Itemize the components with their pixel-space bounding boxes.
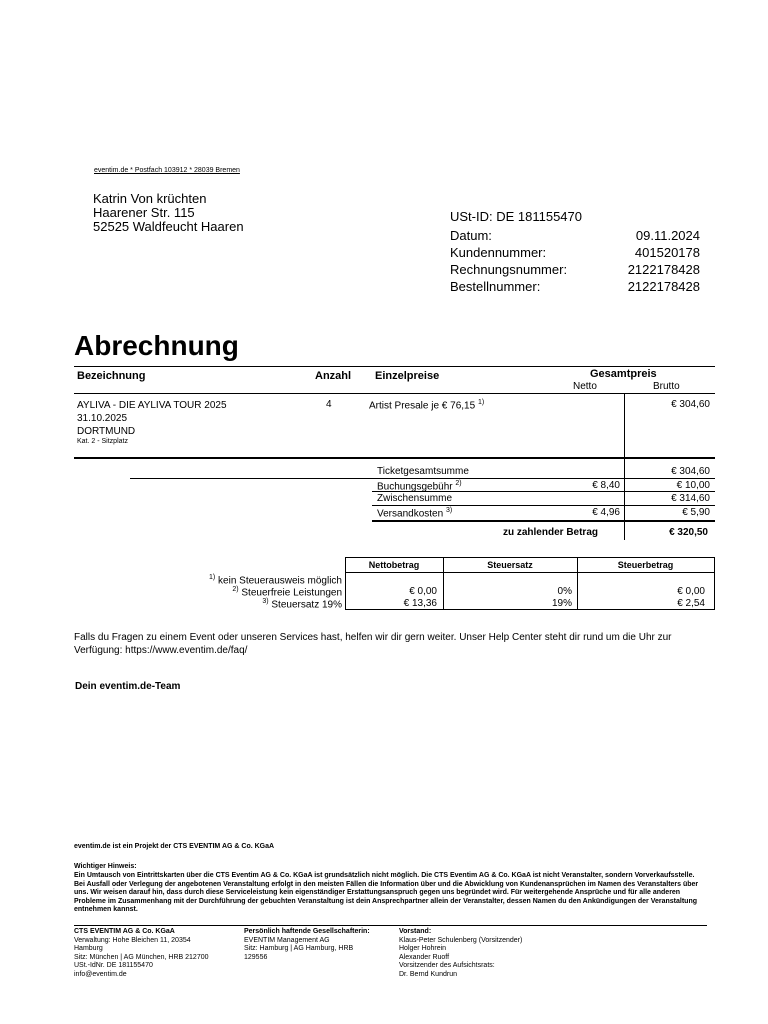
recipient-street: Haarener Str. 115 (93, 205, 195, 220)
tax-label: Steuerfreie Leistungen (241, 587, 342, 599)
header-brutto: Brutto (653, 381, 680, 392)
total-label-zwischensumme: Zwischensumme (377, 493, 453, 504)
tax-bottom-rule (345, 609, 715, 610)
item-quantity: 4 (326, 399, 332, 410)
tax-header-netto: Nettobetrag (368, 560, 420, 570)
tax-row-label-1 (140, 574, 342, 586)
tax-satz-2: 0% (557, 586, 572, 597)
ust-id (450, 208, 700, 225)
table-top-rule (74, 366, 715, 367)
meta-label: Datum: (450, 228, 492, 243)
footer-hint-title: Wichtiger Hinweis: (74, 863, 137, 870)
meta-row-bestellnummer (450, 278, 700, 295)
item-description (77, 399, 227, 446)
tax-steuer-2: € 0,00 (677, 586, 705, 597)
grand-total-label: zu zahlender Betrag (502, 527, 598, 538)
grand-total-value: € 320,50 (669, 527, 708, 538)
table-col-divider (624, 393, 625, 540)
item-unit-price-text: Artist Presale je € 76,15 (369, 400, 476, 412)
total-brutto-zwischensumme: € 314,60 (671, 493, 710, 504)
tax-netto-2: € 0,00 (409, 586, 437, 597)
meta-row-rechnungsnummer (450, 261, 700, 278)
footer-line: USt.-IdNr. DE 181155470 (74, 962, 153, 970)
recipient-name: Katrin Von krüchten (93, 191, 207, 206)
totals-rule-4 (372, 520, 715, 522)
footer-col-company (74, 928, 209, 980)
tax-header-steuer: Steuerbetrag (617, 560, 674, 570)
meta-row-datum (450, 227, 700, 244)
page-title: Abrechnung (74, 330, 239, 361)
meta-value: 401520178 (634, 245, 700, 260)
tax-note: 3) (262, 598, 269, 605)
meta-label: Bestellnummer: (450, 279, 541, 294)
invoice-meta (450, 208, 700, 295)
sender-line: eventim.de * Postfach 103912 * 28039 Bremen (94, 167, 240, 174)
tax-header-satz: Steuersatz (487, 560, 533, 570)
tax-label: Steuersatz 19% (271, 599, 342, 611)
total-netto-buchungsgebuehr: € 8,40 (592, 480, 620, 491)
item-date: 31.10.2025 (77, 413, 128, 424)
footer-col-title: CTS EVENTIM AG & Co. KGaA (74, 928, 175, 935)
footer-line: Sitz: Hamburg | AG Hamburg, HRB (244, 945, 354, 953)
header-anzahl: Anzahl (315, 370, 352, 382)
tax-row-label-3 (140, 598, 342, 610)
footer-line: Dr. Bernd Kundrun (399, 970, 457, 978)
header-netto: Netto (573, 381, 597, 392)
tax-header-rule (345, 572, 715, 573)
total-note: 3) (445, 507, 453, 514)
meta-label: Kundennummer: (450, 245, 547, 260)
tax-steuer-3: € 2,54 (677, 598, 705, 609)
footer-col-partner (244, 928, 370, 962)
item-unit-price (369, 399, 484, 411)
footer-line: Alexander Ruoff (399, 953, 450, 961)
meta-value: 2122178428 (627, 262, 700, 277)
footer-hint-text: Ein Umtausch von Eintrittskarten über die CTS Eventim AG & Co. KGaA ist grundsätzlich nicht möglich. Die CTS Eventim AG & Co. KGaA ist nicht Veranstalter, sondern Vorverkaufsstelle. Bei Ausfall oder Verlegung der angebotenen Veranstaltung erfolgt in den meisten Fällen die Information über und die Abwicklung von Kundenansprüchen im Namen des Veranstalters über uns. Wir weisen darauf hin, dass durch diese Serviceleistung kein eigenständiger Erstattungsanspruch gegen uns begründet wird. Für weitergehende Ansprüche und für alle anderen Probleme im Zusammenhang mit der Durchführung der gebuchten Veranstaltung ist dein Ansprechpartner allein der Veranstalter, dessen Namen du den Ankündigungen der Veranstaltung entnehmen kannst. (74, 872, 699, 914)
table-header-rule (74, 393, 715, 394)
meta-value: 09.11.2024 (635, 228, 700, 243)
meta-label: Rechnungsnummer: (450, 262, 568, 277)
item-unit-price-note: 1) (477, 399, 485, 406)
footer-line: Holger Hohrein (399, 945, 447, 953)
help-text: Falls du Fragen zu einem Event oder unseren Services hast, helfen wir dir gern weiter. Unser Help Center steht dir rund um die Uhr zur Verfügung: https://www.eventim.de/faq/ (74, 632, 672, 656)
tax-top-rule (345, 557, 715, 558)
totals-rule-3 (372, 505, 715, 506)
tax-netto-3: € 13,36 (403, 598, 437, 609)
footer-col-title: Vorstand: (399, 928, 432, 935)
footer-line: EVENTIM Management AG (244, 936, 330, 944)
item-city: DORTMUND (77, 426, 136, 437)
total-brutto-buchungsgebuehr: € 10,00 (676, 480, 710, 491)
tax-row-label-2 (140, 586, 342, 598)
total-note: 2) (455, 480, 462, 487)
tax-note: 1) (209, 574, 216, 581)
tax-note: 2) (232, 586, 239, 593)
total-brutto-ticketsumme: € 304,60 (671, 466, 710, 477)
item-title: AYLIVA - DIE AYLIVA TOUR 2025 (77, 400, 227, 411)
total-label-buchungsgebuehr (377, 480, 462, 492)
footer-line: Vorsitzender des Aufsichtsrats: (399, 962, 495, 970)
footer-col-board (399, 928, 522, 980)
signoff: Dein eventim.de-Team (75, 681, 181, 692)
total-label-ticketsumme: Ticketgesamtsumme (377, 466, 469, 477)
header-bezeichnung: Bezeichnung (77, 370, 146, 382)
total-label-versandkosten (377, 507, 452, 519)
meta-row-kundennummer (450, 244, 700, 261)
table-body-rule (74, 457, 715, 459)
header-gesamtpreis: Gesamtpreis (590, 368, 657, 380)
footer-line: info@eventim.de (74, 970, 127, 978)
footer-project: eventim.de ist ein Projekt der CTS EVENTIM AG & Co. KGaA (74, 843, 275, 850)
total-label-text: Buchungsgebühr (377, 481, 453, 493)
tax-label: kein Steuerausweis möglich (218, 575, 342, 587)
totals-rule-1 (130, 478, 715, 479)
ust-id-text: USt-ID: DE 181155470 (450, 209, 582, 224)
header-einzelpreise: Einzelpreise (375, 370, 440, 382)
footer-rule (74, 925, 707, 926)
total-label-text: Versandkosten (377, 508, 444, 520)
footer-line: 129556 (244, 953, 268, 961)
item-category: Kat. 2 - Sitzplatz (77, 438, 128, 445)
item-brutto: € 304,60 (671, 399, 710, 410)
footer-line: Sitz: München | AG München, HRB 212700 (74, 953, 209, 961)
tax-satz-3: 19% (551, 598, 572, 609)
meta-value: 2122178428 (627, 279, 700, 294)
footer-line: Hamburg (74, 945, 103, 953)
tax-col-line (714, 557, 715, 609)
recipient-address (93, 192, 244, 234)
total-netto-versandkosten: € 4,96 (592, 507, 620, 518)
footer-line: Verwaltung: Hohe Bleichen 11, 20354 (74, 936, 191, 944)
footer-col-title: Persönlich haftende Gesellschafterin: (244, 928, 370, 935)
recipient-city: 52525 Waldfeucht Haaren (93, 219, 244, 234)
footer-line: Klaus-Peter Schulenberg (Vorsitzender) (399, 936, 523, 944)
total-brutto-versandkosten: € 5,90 (682, 507, 710, 518)
